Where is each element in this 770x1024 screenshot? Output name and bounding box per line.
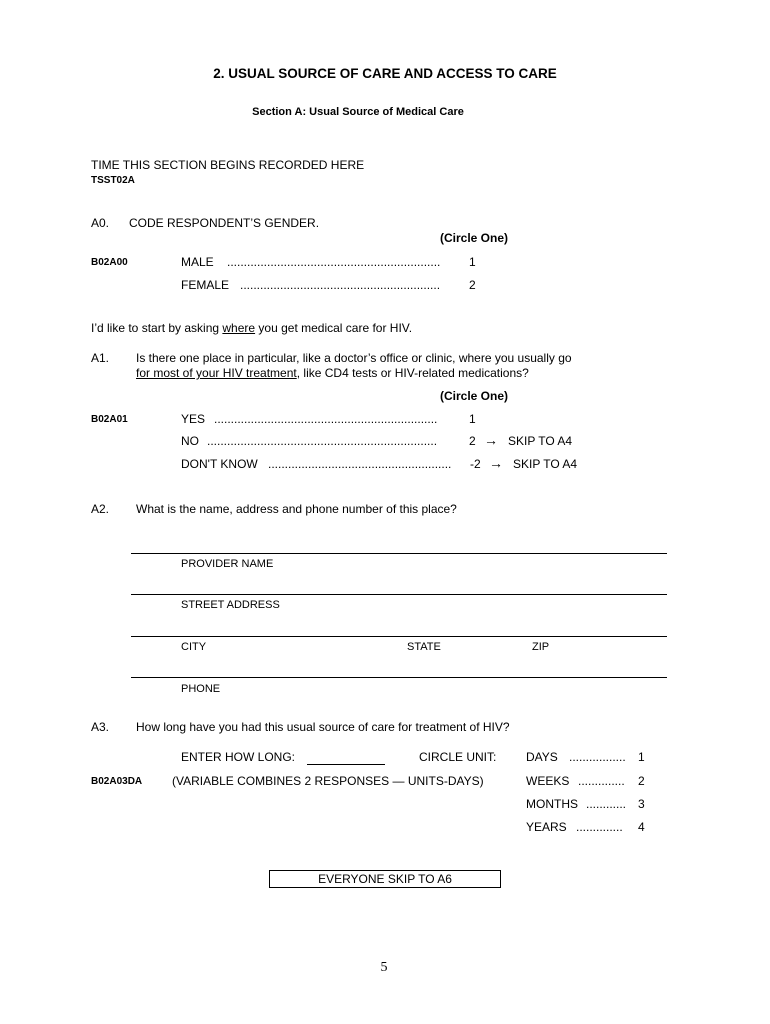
provider-name-label: PROVIDER NAME: [181, 558, 274, 570]
a1-number: A1.: [91, 351, 110, 365]
option-label: DON'T KNOW: [181, 457, 258, 471]
unit-label: WEEKS: [526, 774, 570, 788]
unit-value[interactable]: 3: [638, 797, 645, 811]
a1-line2-rest: , like CD4 tests or HIV-related medications?: [296, 366, 529, 380]
a1-instruction: (Circle One): [440, 389, 509, 403]
a2-number: A2.: [91, 502, 110, 516]
a3-number: A3.: [91, 720, 110, 734]
a0-question: CODE RESPONDENT’S GENDER.: [129, 216, 320, 230]
unit-label: MONTHS: [526, 797, 578, 811]
everyone-skip-box: EVERYONE SKIP TO A6: [269, 870, 501, 888]
intro-before: I’d like to start by asking: [91, 321, 223, 335]
unit-value[interactable]: 2: [638, 774, 645, 788]
option-leader-dots: .....................................................................: [207, 434, 438, 448]
a0-number: A0.: [91, 216, 110, 230]
city-state-zip-field[interactable]: [131, 636, 667, 637]
page-title: 2. USUAL SOURCE OF CARE AND ACCESS TO CARE: [213, 66, 557, 81]
how-long-input[interactable]: [307, 764, 385, 765]
option-label: YES: [181, 412, 206, 426]
option-value[interactable]: 1: [469, 412, 476, 426]
phone-field[interactable]: [131, 677, 667, 678]
enter-how-long-label: ENTER HOW LONG:: [181, 750, 296, 764]
option-value[interactable]: 2: [469, 278, 476, 292]
option-leader-dots: .......................................................: [268, 457, 452, 471]
option-label: NO: [181, 434, 199, 448]
skip-instruction: SKIP TO A4: [513, 457, 578, 471]
provider-name-field[interactable]: [131, 553, 667, 554]
circle-unit-label: CIRCLE UNIT:: [419, 750, 497, 764]
time-recording-code: TSST02A: [91, 175, 135, 186]
option-leader-dots: ............................................................: [240, 278, 441, 292]
unit-leader-dots: ............: [586, 797, 627, 811]
a3-code: B02A03DA: [91, 776, 143, 787]
city-label: CITY: [181, 641, 207, 653]
option-value[interactable]: -2: [470, 457, 481, 471]
option-leader-dots: ...................................................................: [214, 412, 438, 426]
skip-instruction: SKIP TO A4: [508, 434, 573, 448]
unit-leader-dots: .................: [569, 750, 626, 764]
a1-underlined-phrase: for most of your HIV treatment: [136, 366, 297, 380]
unit-leader-dots: ..............: [576, 820, 623, 834]
zip-label: ZIP: [532, 641, 550, 653]
intro-text: [91, 321, 412, 335]
option-leader-dots: ................................................................: [227, 255, 441, 269]
a3-variable-note: (VARIABLE COMBINES 2 RESPONSES — UNITS-DAYS): [172, 774, 484, 788]
intro-after: you get medical care for HIV.: [255, 321, 413, 335]
page-number: 5: [380, 960, 388, 975]
street-address-field[interactable]: [131, 594, 667, 595]
option-value[interactable]: 2: [469, 434, 476, 448]
option-label: FEMALE: [181, 278, 230, 292]
unit-leader-dots: ..............: [578, 774, 625, 788]
a1-question-line2: [136, 366, 529, 380]
a2-question: What is the name, address and phone number of this place?: [136, 502, 457, 516]
a0-code: B02A00: [91, 257, 128, 268]
skip-arrow-icon: →: [484, 432, 498, 448]
unit-label: YEARS: [526, 820, 567, 834]
intro-underlined: where: [222, 321, 256, 335]
skip-arrow-icon: →: [489, 455, 503, 471]
option-value[interactable]: 1: [469, 255, 476, 269]
time-recording-text: TIME THIS SECTION BEGINS RECORDED HERE: [91, 158, 365, 172]
section-subtitle: Section A: Usual Source of Medical Care: [252, 106, 464, 118]
a1-question-line1: Is there one place in particular, like a doctor’s office or clinic, where you usually go: [136, 351, 572, 365]
phone-label: PHONE: [181, 683, 221, 695]
unit-value[interactable]: 1: [638, 750, 645, 764]
a3-question: How long have you had this usual source of care for treatment of HIV?: [136, 720, 510, 734]
a0-instruction: (Circle One): [440, 231, 509, 245]
state-label: STATE: [407, 641, 441, 653]
a1-code: B02A01: [91, 414, 128, 425]
unit-label: DAYS: [526, 750, 558, 764]
unit-value[interactable]: 4: [638, 820, 645, 834]
street-address-label: STREET ADDRESS: [181, 599, 280, 611]
option-label: MALE: [181, 255, 214, 269]
